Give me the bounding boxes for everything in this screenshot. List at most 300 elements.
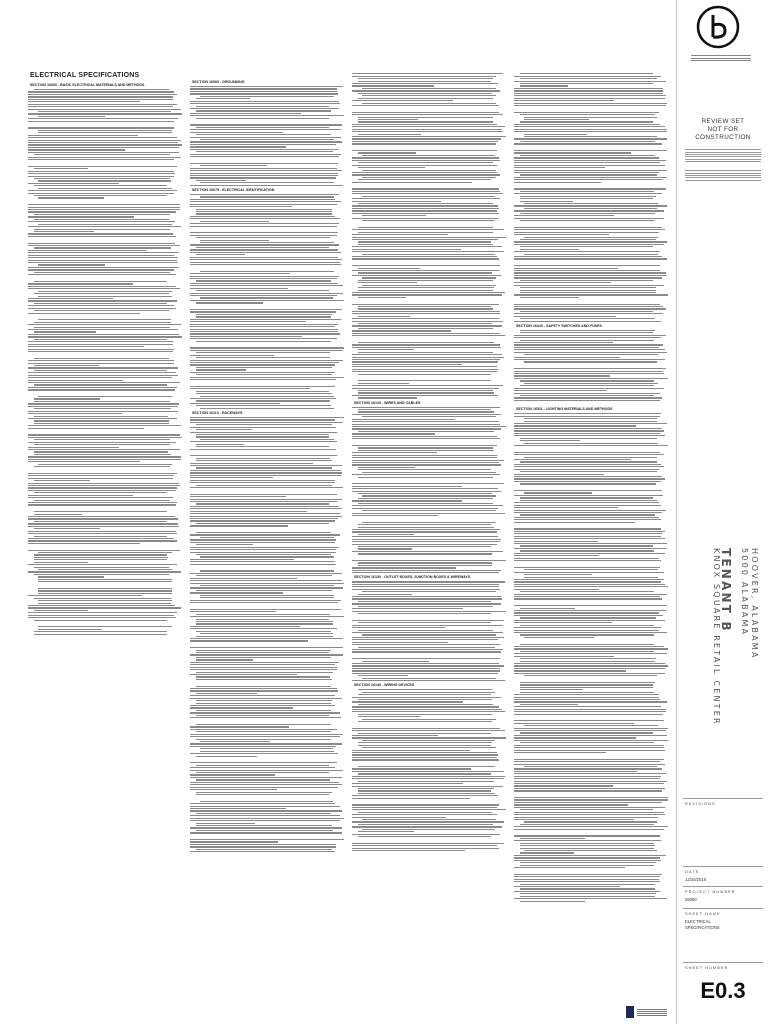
text-line (196, 374, 332, 375)
text-line (514, 768, 662, 769)
text-line (28, 255, 174, 256)
text-line (190, 667, 337, 668)
text-line (352, 330, 451, 331)
text-line (352, 174, 500, 175)
text-line (28, 274, 176, 275)
section-text (514, 413, 668, 902)
text-line (38, 576, 104, 577)
text-line (190, 616, 344, 617)
text-line (514, 663, 665, 664)
text-line (514, 294, 668, 295)
text-line (28, 334, 179, 335)
text-line (190, 602, 338, 603)
text-line (352, 701, 463, 702)
text-line (514, 673, 665, 674)
text-line (352, 658, 500, 659)
text-line (514, 874, 662, 875)
text-line (520, 297, 579, 298)
text-line (38, 319, 171, 320)
text-line (524, 766, 657, 767)
text-line (34, 401, 170, 402)
text-line (28, 152, 179, 153)
text-line (34, 358, 169, 359)
text-line (190, 427, 336, 428)
text-line (520, 311, 653, 312)
text-line (524, 637, 594, 638)
text-line (28, 605, 175, 606)
text-line (514, 205, 667, 206)
text-line (190, 115, 344, 116)
text-line (514, 466, 664, 467)
text-line (520, 220, 655, 221)
text-line (196, 467, 332, 468)
text-line (190, 372, 335, 373)
text-line (190, 93, 338, 94)
text-line (200, 570, 334, 571)
text-line (358, 203, 493, 204)
project-name-line: TENANT B (719, 548, 733, 633)
text-line (190, 144, 336, 145)
text-line (190, 564, 336, 565)
text-line (352, 201, 441, 202)
text-line (358, 383, 409, 384)
text-line (38, 197, 104, 198)
project-number-value: 26060 (685, 897, 697, 902)
text-line (514, 826, 668, 827)
text-line (352, 711, 505, 712)
text-line (200, 242, 334, 243)
text-line (190, 422, 343, 423)
text-line (190, 226, 337, 227)
text-line (514, 759, 664, 760)
text-line (514, 630, 659, 631)
text-line (190, 379, 336, 380)
text-line (190, 580, 342, 581)
text-line (514, 218, 664, 219)
text-line (362, 819, 496, 820)
text-line (524, 119, 589, 120)
text-line (190, 336, 302, 337)
text-line (352, 354, 502, 355)
text-line (358, 119, 418, 120)
text-line (514, 251, 660, 252)
text-line (196, 209, 332, 210)
text-line (358, 323, 492, 324)
text-line (514, 857, 660, 858)
text-line (520, 332, 653, 333)
text-line (352, 359, 500, 360)
text-line (520, 290, 656, 291)
text-line (28, 313, 140, 314)
text-line (352, 570, 501, 571)
text-line (190, 300, 344, 301)
text-line (514, 308, 666, 309)
section-text (190, 86, 344, 186)
text-line (38, 130, 172, 131)
text-line (514, 93, 663, 94)
text-line (520, 292, 656, 293)
text-line (352, 136, 506, 137)
text-line (352, 759, 499, 760)
text-line (520, 514, 655, 515)
text-line (38, 579, 172, 580)
text-line (352, 754, 498, 755)
text-line (190, 326, 335, 327)
text-line (196, 458, 330, 459)
text-line (514, 167, 605, 168)
text-line (514, 126, 665, 127)
text-line (190, 480, 335, 481)
text-line (352, 90, 500, 91)
text-line (520, 809, 653, 810)
text-line (196, 405, 331, 406)
text-line (514, 172, 659, 173)
text-line (190, 695, 335, 696)
text-line (190, 552, 336, 553)
text-line (362, 95, 496, 96)
text-line (362, 510, 496, 511)
text-line (514, 416, 660, 417)
text-line (34, 331, 96, 332)
text-line (514, 268, 618, 269)
text-line (196, 792, 332, 793)
text-line (520, 608, 575, 609)
text-line (190, 364, 335, 365)
text-line (196, 825, 332, 826)
text-line (28, 91, 174, 92)
text-line (514, 701, 667, 702)
text-line (352, 249, 461, 250)
text-line (514, 586, 668, 587)
text-line (196, 436, 329, 437)
text-line (514, 313, 663, 314)
text-line (352, 680, 505, 681)
text-line (190, 91, 337, 92)
text-line (352, 131, 503, 132)
text-line (190, 259, 342, 260)
text-line (28, 461, 140, 462)
text-line (514, 776, 661, 777)
text-line (34, 466, 170, 467)
text-line (28, 127, 174, 128)
text-line (196, 393, 332, 394)
text-line (352, 598, 502, 599)
text-line (514, 720, 664, 721)
text-line (196, 794, 329, 795)
text-line (38, 116, 105, 117)
text-line (28, 252, 179, 253)
text-line (352, 313, 500, 314)
text-line (352, 730, 505, 731)
text-line (358, 704, 493, 705)
text-line (520, 280, 653, 281)
date-label: DATE (685, 870, 700, 874)
text-line (352, 265, 500, 266)
text-line (190, 496, 286, 497)
text-line (352, 639, 498, 640)
text-line (190, 362, 339, 363)
text-line (190, 832, 342, 833)
sheet-name-value: ELECTRICAL (685, 919, 711, 924)
text-line (520, 617, 656, 618)
text-line (38, 629, 102, 630)
text-line (514, 150, 667, 151)
text-line (190, 743, 342, 744)
text-line (196, 710, 331, 711)
text-line (524, 577, 658, 578)
text-line (524, 569, 658, 570)
review-stamp-line: CONSTRUCTION (695, 134, 751, 141)
text-line (520, 684, 653, 685)
text-line (190, 669, 337, 670)
text-line (352, 407, 500, 408)
text-line (196, 700, 332, 701)
text-line (514, 265, 660, 266)
text-line (358, 450, 494, 451)
text-line (38, 552, 172, 553)
text-line (520, 461, 657, 462)
text-line (514, 589, 599, 590)
text-line (352, 581, 505, 582)
text-line (514, 653, 667, 654)
text-line (196, 151, 333, 152)
text-line (34, 416, 168, 417)
text-line (524, 457, 657, 458)
text-line (514, 517, 659, 518)
text-line (514, 423, 667, 424)
section-text (352, 689, 506, 851)
text-line (190, 573, 342, 574)
text-line (196, 703, 331, 704)
text-line (352, 237, 506, 238)
text-line (190, 549, 336, 550)
text-line (196, 290, 329, 291)
text-line (190, 199, 335, 200)
text-line (352, 193, 503, 194)
text-line (28, 612, 177, 613)
text-line (352, 347, 501, 348)
text-line (514, 867, 625, 868)
text-line (38, 188, 172, 189)
text-line (514, 737, 636, 738)
text-line (28, 413, 122, 414)
text-line (28, 380, 123, 381)
text-line (190, 319, 341, 320)
text-line (190, 729, 337, 730)
text-line (358, 793, 495, 794)
text-line (514, 706, 661, 707)
text-line (190, 103, 340, 104)
text-line (28, 382, 180, 383)
review-stamp-line: REVIEW SET (701, 118, 745, 125)
text-line (514, 160, 666, 161)
text-line (358, 268, 420, 269)
text-line (352, 385, 503, 386)
text-line (190, 475, 341, 476)
text-line (28, 106, 173, 107)
text-line (358, 527, 494, 528)
text-line (524, 354, 658, 355)
text-line (34, 89, 169, 90)
text-line (514, 105, 666, 106)
text-line (514, 572, 664, 573)
text-line (520, 287, 656, 288)
text-line (514, 357, 620, 358)
text-line (514, 528, 661, 529)
text-line (520, 440, 580, 441)
text-line (196, 652, 329, 653)
text-line (196, 614, 330, 615)
text-line (514, 560, 661, 561)
text-line (196, 254, 245, 255)
text-line (196, 367, 332, 368)
text-line (352, 625, 503, 626)
text-line (352, 735, 438, 736)
text-line (362, 220, 495, 221)
text-line (28, 437, 182, 438)
text-line (196, 391, 329, 392)
text-line (34, 231, 94, 232)
text-line (28, 226, 181, 227)
text-line (190, 432, 337, 433)
text-line (200, 271, 334, 272)
text-line (514, 771, 637, 772)
text-line (190, 419, 335, 420)
spec-column-4 (514, 72, 668, 1012)
text-line (358, 390, 493, 391)
text-line (28, 483, 179, 484)
title-block (676, 0, 768, 1024)
text-line (34, 500, 170, 501)
text-line (196, 672, 333, 673)
text-line (352, 541, 500, 542)
text-line (28, 176, 174, 177)
text-line (352, 572, 499, 573)
text-line (358, 766, 495, 767)
text-line (514, 879, 659, 880)
text-line (514, 747, 664, 748)
text-line (196, 118, 329, 119)
text-line (514, 347, 659, 348)
text-line (28, 617, 176, 618)
text-line (352, 318, 499, 319)
text-line (34, 214, 170, 215)
text-line (190, 403, 280, 404)
text-line (34, 293, 169, 294)
text-line (362, 177, 496, 178)
text-line (190, 163, 338, 164)
text-line (28, 324, 181, 325)
text-line (514, 157, 659, 158)
text-line (352, 513, 505, 514)
text-line (34, 185, 167, 186)
text-line (358, 380, 491, 381)
text-line (34, 420, 169, 421)
text-line (190, 194, 339, 195)
text-line (28, 221, 175, 222)
text-line (514, 817, 658, 818)
text-line (520, 83, 653, 84)
text-line (514, 646, 664, 647)
text-line (352, 778, 504, 779)
text-line (196, 369, 246, 370)
text-line (352, 821, 504, 822)
text-line (190, 283, 338, 284)
text-line (190, 154, 341, 155)
text-line (34, 370, 167, 371)
text-line (28, 135, 138, 136)
text-line (28, 173, 175, 174)
text-line (514, 697, 659, 698)
text-line (514, 445, 668, 446)
text-line (190, 851, 335, 852)
text-line (200, 585, 334, 586)
text-line (28, 372, 176, 373)
text-line (190, 487, 343, 488)
text-line (196, 352, 330, 353)
text-line (514, 152, 631, 153)
text-line (520, 201, 573, 202)
text-line (514, 507, 618, 508)
text-line (514, 352, 667, 353)
text-line (520, 687, 653, 688)
text-line (190, 542, 335, 543)
text-line (358, 78, 493, 79)
text-line (352, 486, 462, 487)
text-line (358, 675, 408, 676)
text-line (514, 368, 666, 369)
text-line (190, 501, 337, 502)
text-line (196, 623, 333, 624)
text-line (200, 297, 333, 298)
text-line (352, 165, 497, 166)
text-line (28, 475, 174, 476)
text-line (514, 244, 664, 245)
firm-mark-icon (626, 1006, 634, 1018)
text-line (362, 740, 495, 741)
text-line (28, 286, 176, 287)
text-line (352, 452, 437, 453)
text-line (190, 417, 344, 418)
text-line (190, 449, 336, 450)
text-line (352, 143, 496, 144)
text-line (190, 808, 286, 809)
text-line (196, 650, 331, 651)
text-line (352, 776, 505, 777)
spec-column-1 (28, 72, 182, 1012)
text-line (28, 329, 178, 330)
text-line (28, 166, 177, 167)
text-line (34, 557, 168, 558)
text-line (514, 709, 666, 710)
text-line (200, 96, 334, 97)
text-line (358, 546, 491, 547)
text-line (520, 213, 655, 214)
text-line (28, 288, 180, 289)
text-line (514, 898, 667, 899)
text-line (514, 723, 634, 724)
text-line (514, 632, 667, 633)
text-line (34, 634, 167, 635)
text-line (352, 335, 505, 336)
text-line (514, 124, 660, 125)
text-line (520, 395, 654, 396)
text-line (190, 815, 340, 816)
text-line (28, 367, 178, 368)
text-line (514, 790, 662, 791)
text-line (190, 810, 342, 811)
text-line (352, 126, 505, 127)
